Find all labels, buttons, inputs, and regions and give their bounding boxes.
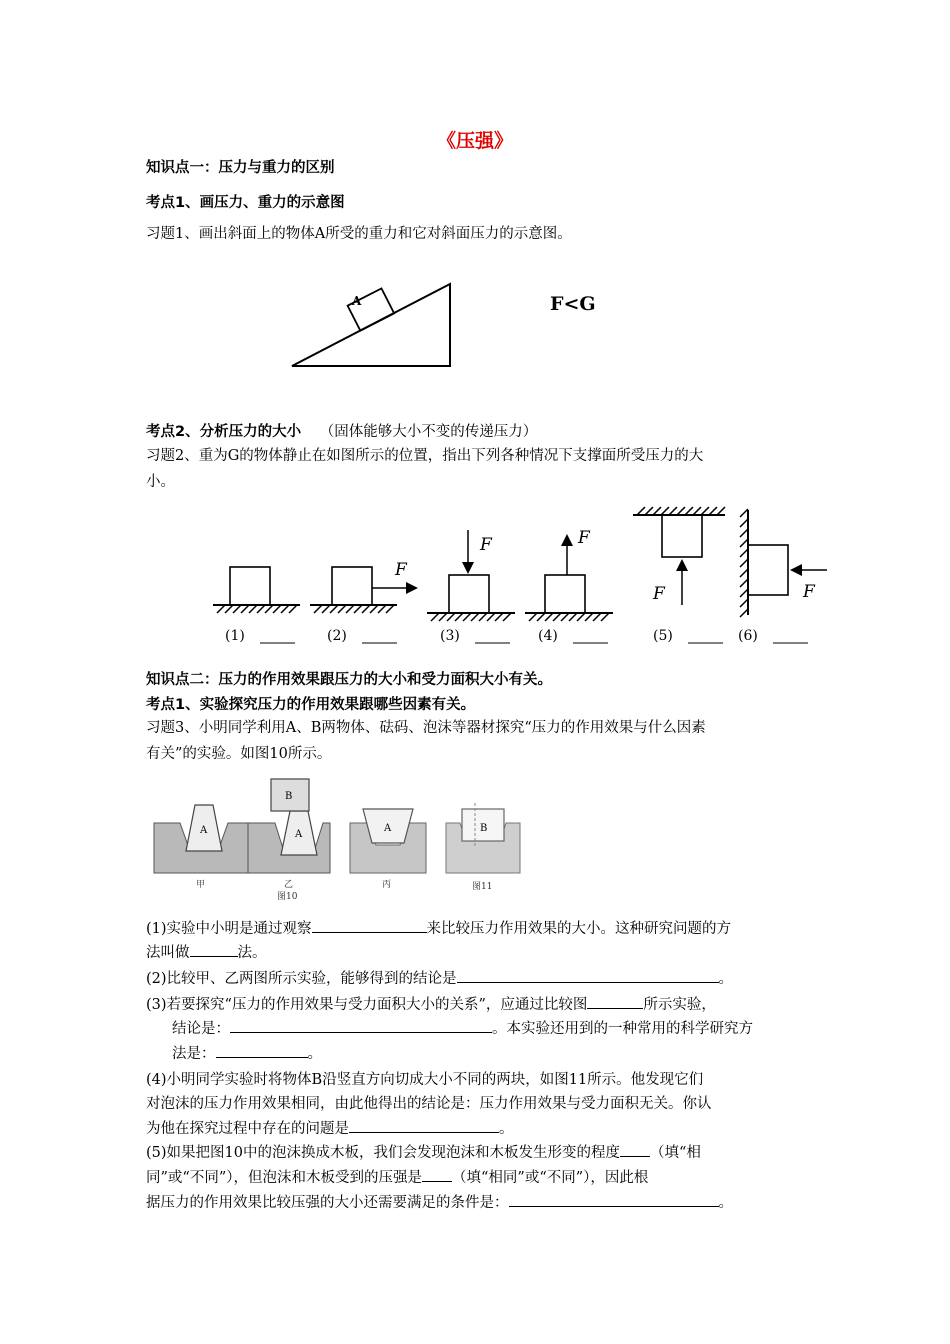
- subq-3-line2: 结论是： 。本实验还用到的一种常用的科学研究方: [172, 1016, 753, 1041]
- blank-5-2[interactable]: [422, 1165, 452, 1182]
- caption-fig10: 图10: [277, 892, 298, 902]
- blank-5-1[interactable]: [620, 1140, 650, 1157]
- case-label-6: (6): [738, 628, 758, 644]
- subq-4-line2: 对泡沫的压力作用效果相同，由此他得出的结论是：压力作用效果与受力面积无关。你认: [146, 1096, 712, 1112]
- caption-jia: 甲: [196, 880, 206, 890]
- blank-5-3[interactable]: [509, 1190, 719, 1207]
- block-a-yi: A: [295, 829, 303, 840]
- block-b-fig11: B: [480, 823, 488, 834]
- case-label-4: (4): [538, 628, 558, 644]
- foam-experiment-figure: [150, 775, 530, 905]
- blank-3-2[interactable]: [230, 1016, 492, 1033]
- subq-5-line2: 同”或“不同”），但泡沫和木板受到的压强是 （填“相同”或“不同”），因此根: [146, 1165, 648, 1190]
- page-title: 《压强》: [436, 130, 513, 152]
- caption-yi: 乙: [284, 880, 294, 890]
- subq-1-line2: 法叫做 法。: [146, 940, 267, 965]
- subq-2: (2)比较甲、乙两图所示实验，能够得到的结论是 。: [146, 966, 733, 991]
- pressure-cases-figure: [205, 495, 835, 650]
- exam-point-1-2: 考点2、分析压力的大小: [146, 424, 302, 440]
- question-1: 习题1、画出斜面上的物体A所受的重力和它对斜面压力的示意图。: [146, 226, 572, 242]
- force-label-5: F: [653, 584, 665, 604]
- exam-point-1-1: 考点1、画压力、重力的示意图: [146, 195, 345, 211]
- force-label-3: F: [480, 535, 492, 555]
- block-a-label: A: [352, 294, 362, 308]
- block-b-yi: B: [285, 791, 293, 802]
- block-a-bing: A: [384, 823, 392, 834]
- exam-point-1-2-note: （固体能够大小不变的传递压力）: [319, 424, 538, 440]
- case-label-5: (5): [653, 628, 673, 644]
- subq-5-line1: (5)如果把图10中的泡沫换成木板，我们会发现泡沫和木板发生形变的程度 （填“相: [146, 1140, 701, 1165]
- force-label-6: F: [803, 582, 815, 602]
- subq-4-line1: (4)小明同学实验时将物体B沿竖直方向切成大小不同的两块，如图11所示。他发现它们: [146, 1072, 704, 1088]
- question-3-line2: 有关”的实验。如图10所示。: [146, 746, 332, 762]
- subq-4-line3: 为他在探究过程中存在的问题是 。: [146, 1116, 514, 1141]
- subq-1-line1: (1)实验中小明是通过观察 来比较压力作用效果的大小。这种研究问题的方: [146, 916, 731, 941]
- blank-3-3[interactable]: [216, 1041, 308, 1058]
- question-2-line2: 小。: [146, 474, 175, 490]
- case-label-3: (3): [440, 628, 460, 644]
- relation-text: F<G: [550, 293, 596, 315]
- force-label-2: F: [395, 560, 407, 580]
- blank-1-1[interactable]: [312, 916, 427, 933]
- question-2-line1: 习题2、重为G的物体静止在如图所示的位置，指出下列各种情况下支撑面所受压力的大: [146, 448, 704, 464]
- subq-3-line3: 法是： 。: [172, 1041, 322, 1066]
- subq-3-line1: (3)若要探究“压力的作用效果与受力面积大小的关系”，应通过比较图 所示实验，: [146, 992, 716, 1017]
- blank-2[interactable]: [457, 966, 719, 983]
- caption-fig11: 图11: [472, 882, 493, 892]
- incline-figure: [280, 270, 640, 380]
- case-label-2: (2): [327, 628, 347, 644]
- subq-5-line3: 据压力的作用效果比较压强的大小还需要满足的条件是： 。: [146, 1190, 733, 1215]
- blank-1-2[interactable]: [190, 940, 238, 957]
- caption-bing: 丙: [382, 880, 392, 890]
- knowledge-point-2: 知识点二：压力的作用效果跟压力的大小和受力面积大小有关。: [146, 672, 552, 688]
- blank-4[interactable]: [349, 1116, 499, 1133]
- blank-3-1[interactable]: [587, 992, 643, 1009]
- force-label-4: F: [578, 528, 590, 548]
- knowledge-point-1: 知识点一：压力与重力的区别: [146, 160, 335, 176]
- case-label-1: (1): [225, 628, 245, 644]
- exam-point-2-1: 考点1、实验探究压力的作用效果跟哪些因素有关。: [146, 697, 476, 713]
- question-3-line1: 习题3、小明同学利用A、B两物体、砝码、泡沫等器材探究“压力的作用效果与什么因素: [146, 720, 706, 736]
- block-a-jia: A: [200, 825, 208, 836]
